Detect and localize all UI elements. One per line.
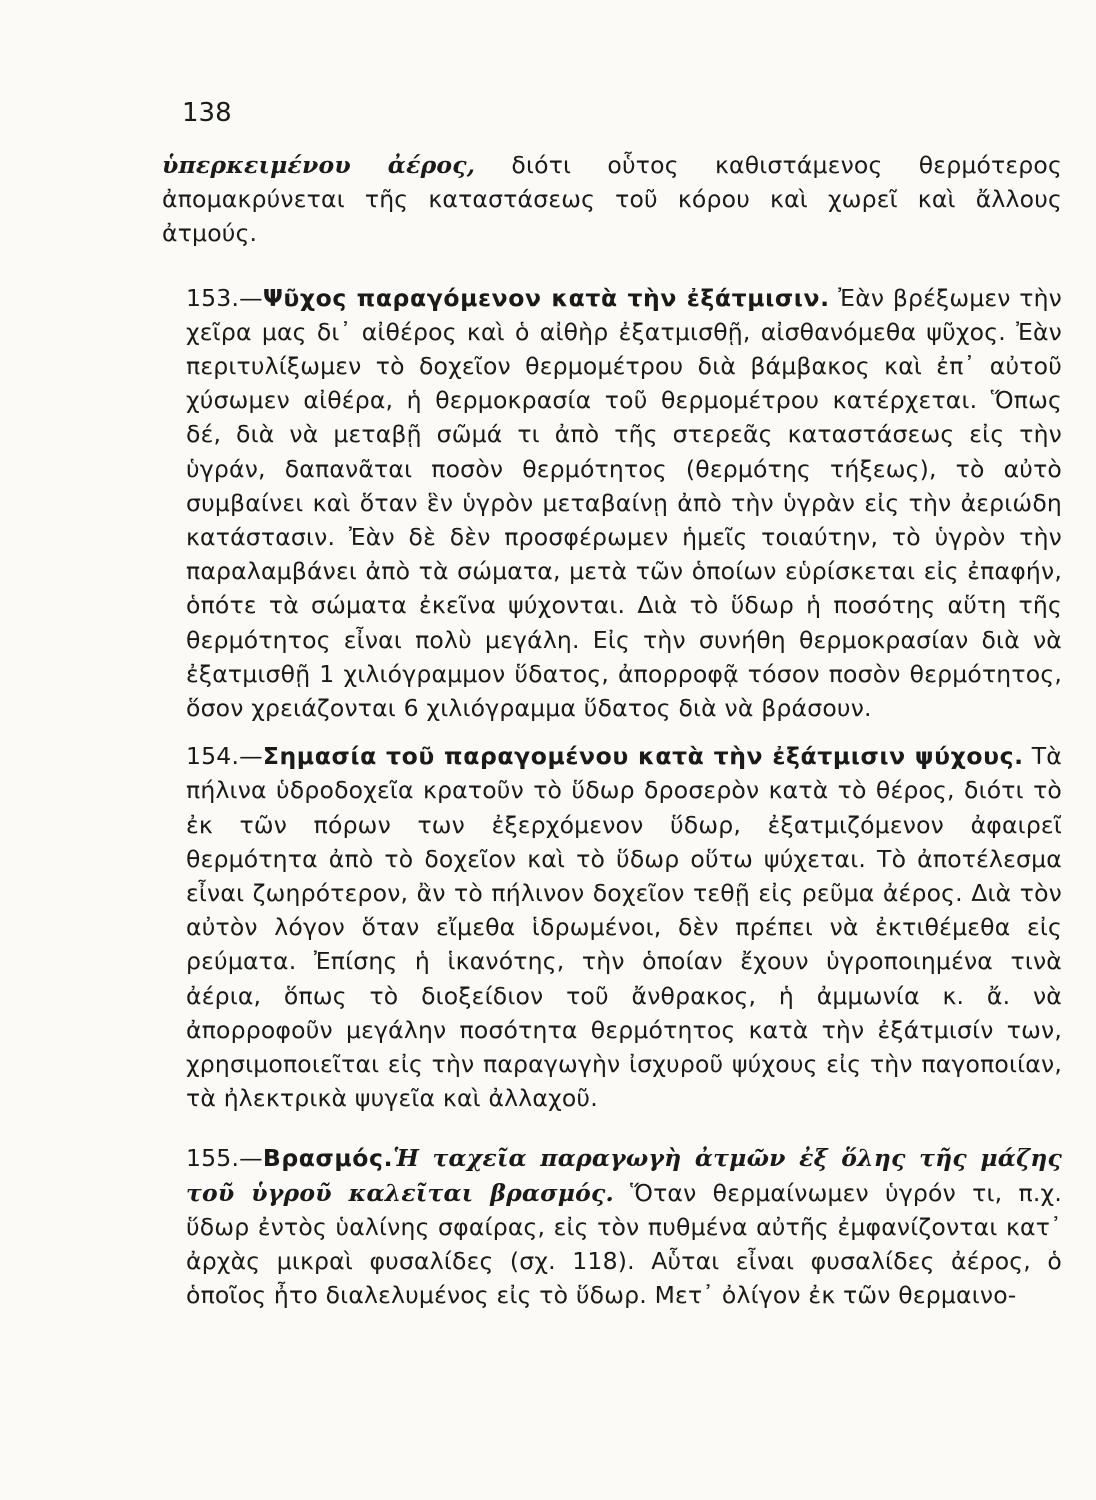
section-154-title: Σημασία τοῦ παραγομένου κατὰ τὴν ἐξάτμισιν ψύχους.: [262, 742, 1024, 771]
section-154: [162, 739, 1062, 1115]
section-153-title: Ψῦχος παραγόμενον κατὰ τὴν ἐξάτμισιν.: [262, 283, 830, 312]
intro-emphasis: ὑπερκειμένου ἀέρος,: [162, 151, 476, 179]
intro-paragraph: [162, 148, 1062, 251]
section-153-text: Ἐὰν βρέξωμεν τὴν χεῖρα μας δι᾽ αἰθέρος καὶ ὁ αἰθὴρ ἐξατμισθῇ, αἰσθανόμεθα ψῦχος. Ἐὰν περιτυλίξωμεν τὸ δοχεῖον θερμομέτρου διὰ βάμβακος καὶ ἐπ᾽ αὐτοῦ χύσωμεν αἰθέρα, ἡ θερμοκρασία τοῦ θερμομέτρου κατέρχεται. Ὅπως δέ, διὰ νὰ μεταβῇ σῶμά τι ἀπὸ τῆς στερεᾶς καταστάσεως εἰς τὴν ὑγράν, δαπανᾶται ποσὸν θερμότητος (θερμότης τήξεως), τὸ αὐτὸ συμβαίνει καὶ ὅταν ἓν ὑγρὸν μεταβαίνῃ ἀπὸ τὴν ὑγρὰν εἰς τὴν ἀεριώδη κατάστασιν. Ἐὰν δὲ δὲν προσφέρωμεν ἡμεῖς τοιαύτην, τὸ ὑγρὸν τὴν παραλαμβάνει ἀπὸ τὰ σώματα, μετὰ τῶν ὁποίων εὑρίσκεται εἰς ἐπαφήν, ὁπότε τὰ σώματα ἐκεῖνα ψύχονται. Διὰ τὸ ὕδωρ ἡ ποσότης αὕτη τῆς θερμότητος εἶναι πολὺ μεγάλη. Εἰς τὴν συνήθη θερμοκρασίαν διὰ νὰ ἐξατμισθῇ 1 χιλιόγραμμον ὕδατος, ἀπορροφᾷ τόσον ποσὸν θερμότητος, ὅσον χρειάζονται 6 χιλιόγραμμα ὕδατος διὰ νὰ βράσουν.: [186, 283, 1063, 723]
section-155: [162, 1141, 1062, 1312]
body-text: [162, 148, 1062, 1313]
section-153: [162, 281, 1062, 726]
section-153-number: 153.—: [186, 283, 263, 312]
section-155-emphasis: Ἡ ταχεῖα παραγωγὴ ἀτμῶν ἐξ ὅλης τῆς μάζης τοῦ ὑγροῦ καλεῖται βρασμός.: [186, 1144, 1062, 1207]
section-155-number: 155.—: [186, 1144, 263, 1173]
section-155-text: Ὅταν θερμαίνωμεν ὑγρόν τι, π.χ. ὕδωρ ἐντὸς ὑαλίνης σφαίρας, εἰς τὸν πυθμένα αὐτῆς ἐμφανίζονται κατ᾽ ἀρχὰς μικραὶ φυσαλίδες (σχ. 118). Αὗται εἶναι φυσαλίδες ἀέρος, ὁ ὁποῖος ἦτο διαλελυμένος εἰς τὸ ὕδωρ. Μετ᾽ ὀλίγον ἐκ τῶν θερμαινο-: [186, 1178, 1062, 1310]
page-number: 138: [182, 98, 232, 128]
intro-text: διότι οὗτος καθιστάμενος θερμότερος ἀπομακρύνεται τῆς καταστάσεως τοῦ κόρου καὶ χωρεῖ καὶ ἄλλους ἀτμούς.: [162, 151, 1062, 248]
section-154-text: Τὰ πήλινα ὑδροδοχεῖα κρατοῦν τὸ ὕδωρ δροσερὸν κατὰ τὸ θέρος, διότι τὸ ἐκ τῶν πόρων των ἐξερχόμενον ὕδωρ, ἐξατμιζόμενον ἀφαιρεῖ θερμότητα ἀπὸ τὸ δοχεῖον καὶ τὸ ὕδωρ οὕτω ψύχεται. Τὸ ἀποτέλεσμα εἶναι ζωηρότερον, ἂν τὸ πήλινον δοχεῖον τεθῇ εἰς ρεῦμα ἀέρος. Διὰ τὸν αὐτὸν λόγον ὅταν εἴμεθα ἱδρωμένοι, δὲν πρέπει νὰ ἐκτιθέμεθα εἰς ρεύματα. Ἐπίσης ἡ ἱκανότης, τὴν ὁποίαν ἔχουν ὑγροποιημένα τινὰ ἀέρια, ὅπως τὸ διοξείδιον τοῦ ἄνθρακος, ἡ ἀμμωνία κ. ἄ. νὰ ἀπορροφοῦν μεγάλην ποσότητα θερμότητος κατὰ τὴν ἐξάτμισίν των, χρησιμοποιεῖται εἰς τὴν παραγωγὴν ἰσχυροῦ ψύχους εἰς τὴν παγοποιίαν, τὰ ἠλεκτρικὰ ψυγεῖα καὶ ἀλλαχοῦ.: [186, 742, 1063, 1113]
section-155-title: Βρασμός.: [262, 1144, 394, 1173]
section-154-number: 154.—: [186, 742, 263, 771]
